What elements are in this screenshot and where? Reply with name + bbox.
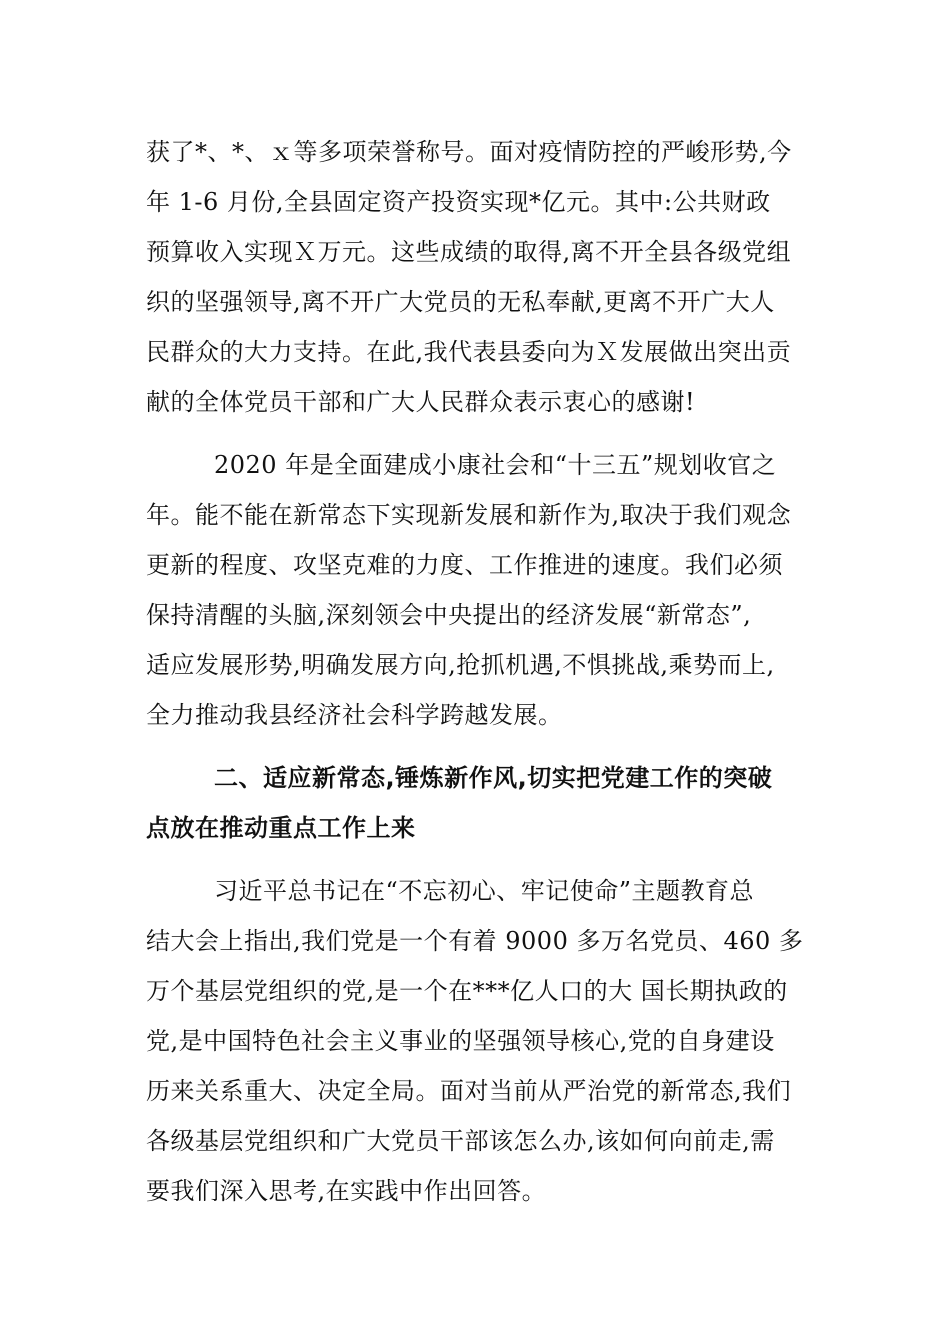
paragraph-1-line-3: 预算收入实现Ｘ万元。这些成绩的取得,离不开全县各级党组 (146, 238, 792, 266)
paragraph-3-line-4: 党,是中国特色社会主义事业的坚强领导核心,党的自身建设 (146, 1027, 775, 1055)
paragraph-2-line-6: 全力推动我县经济社会科学跨越发展。 (146, 701, 563, 729)
section-heading-line-1: 二、适应新常态,锤炼新作风,切实把党建工作的突破 (214, 764, 773, 792)
paragraph-2-line-2: 年。能不能在新常态下实现新发展和新作为,取决于我们观念 (146, 501, 792, 529)
paragraph-3-line-7: 要我们深入思考,在实践中作出回答。 (146, 1177, 547, 1205)
paragraph-3-line-3: 万个基层党组织的党,是一个在***亿人口的大 国长期执政的 (146, 977, 788, 1005)
paragraph-3-line-2: 结大会上指出,我们党是一个有着 9000 多万名党员、460 多 (146, 927, 804, 955)
section-heading-line-2: 点放在推动重点工作上来 (146, 814, 416, 842)
paragraph-3-line-1: 习近平总书记在“不忘初心、牢记使命”主题教育总 (214, 877, 755, 905)
paragraph-1-line-2: 年 1-6 月份,全县固定资产投资实现*亿元。其中:公共财政 (146, 188, 771, 216)
paragraph-3-line-5: 历来关系重大、决定全局。面对当前从严治党的新常态,我们 (146, 1077, 792, 1105)
paragraph-2-line-4: 保持清醒的头脑,深刻领会中央提出的经济发展“新常态”, (146, 601, 752, 629)
paragraph-2-line-5: 适应发展形势,明确发展方向,抢抓机遇,不惧挑战,乘势而上, (146, 651, 775, 679)
paragraph-2-line-1: 2020 年是全面建成小康社会和“十三五”规划收官之 (214, 451, 777, 479)
paragraph-1-line-1: 获了*、*、ｘ等多项荣誉称号。面对疫情防控的严峻形势,今 (146, 138, 792, 166)
paragraph-3-line-6: 各级基层党组织和广大党员干部该怎么办,该如何向前走,需 (146, 1127, 775, 1155)
paragraph-1-line-5: 民群众的大力支持。在此,我代表县委向为Ｘ发展做出突出贡 (146, 338, 792, 366)
paragraph-1-line-6: 献的全体党员干部和广大人民群众表示衷心的感谢! (146, 388, 696, 416)
paragraph-1-line-4: 织的坚强领导,离不开广大党员的无私奉献,更离不开广大人 (146, 288, 775, 316)
paragraph-2-line-3: 更新的程度、攻坚克难的力度、工作推进的速度。我们必须 (146, 551, 783, 579)
